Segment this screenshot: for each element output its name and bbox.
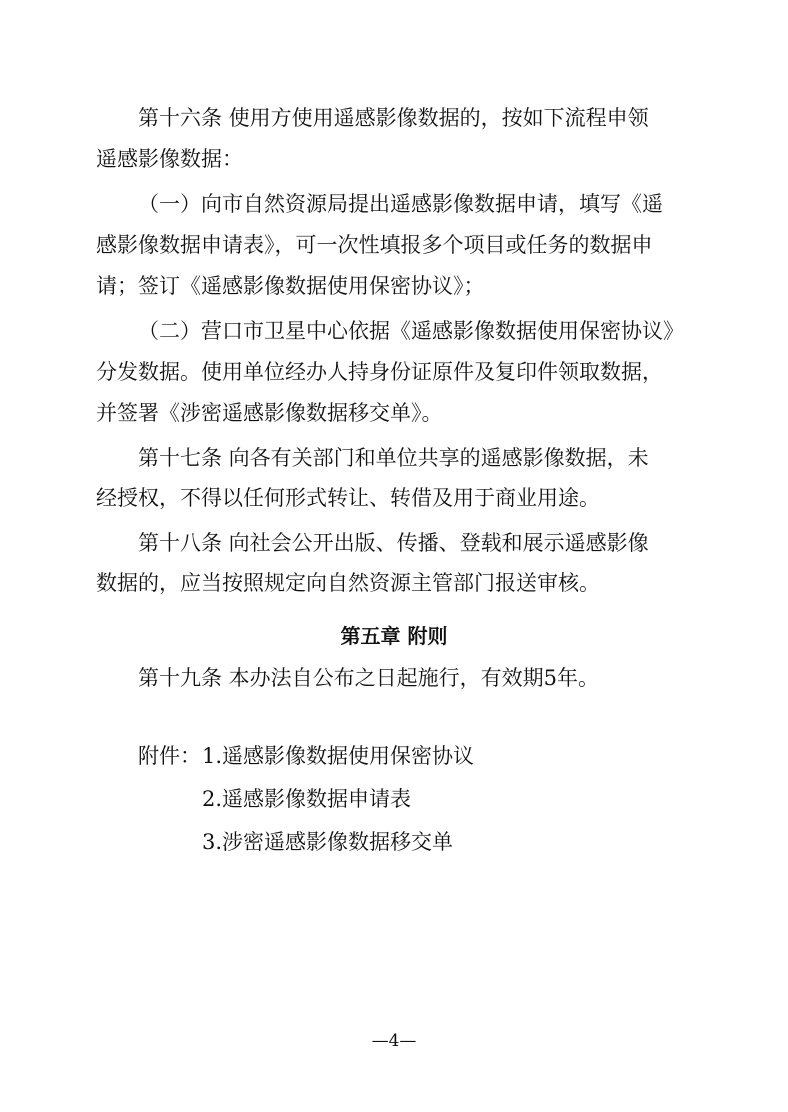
item-1-line-3: 请；签订《遥感影像数据使用保密协议》；	[96, 274, 485, 298]
article-17-line-1: 第十七条 向各有关部门和单位共享的遥感影像数据，未	[138, 446, 649, 470]
item-1-line-2: 感影像数据申请表》，可一次性填报多个项目或任务的数据申	[96, 233, 653, 257]
attachment-item-3: 3.涉密遥感影像数据移交单	[202, 830, 454, 854]
item-2-line-2: 分发数据。使用单位经办人持身份证原件及复印件领取数据，	[96, 360, 663, 384]
chapter-5-heading: 第五章 附则	[340, 624, 448, 648]
article-19-line-1: 第十九条 本办法自公布之日起施行，有效期5年。	[138, 666, 600, 690]
item-2-line-3: 并签署《涉密遥感影像数据移交单》。	[96, 401, 443, 425]
attachment-item-1: 1.遥感影像数据使用保密协议	[202, 744, 475, 768]
page-number: —4—	[371, 1031, 417, 1051]
item-2-line-1: （二）营口市卫星中心依据《遥感影像数据使用保密协议》	[138, 319, 684, 343]
article-17-line-2: 经授权，不得以任何形式转让、转借及用于商业用途。	[96, 486, 600, 510]
attachments-label: 附件：	[138, 744, 201, 768]
article-18-line-2: 数据的，应当按照规定向自然资源主管部门报送审核。	[96, 571, 600, 595]
item-1-line-1: （一）向市自然资源局提出遥感影像数据申请，填写《遥	[138, 192, 663, 216]
article-16-line-1: 第十六条 使用方使用遥感影像数据的，按如下流程申领	[138, 106, 649, 130]
attachment-item-2: 2.遥感影像数据申请表	[202, 787, 412, 811]
article-18-line-1: 第十八条 向社会公开出版、传播、登载和展示遥感影像	[138, 531, 649, 555]
article-16-line-2: 遥感影像数据：	[96, 147, 243, 171]
